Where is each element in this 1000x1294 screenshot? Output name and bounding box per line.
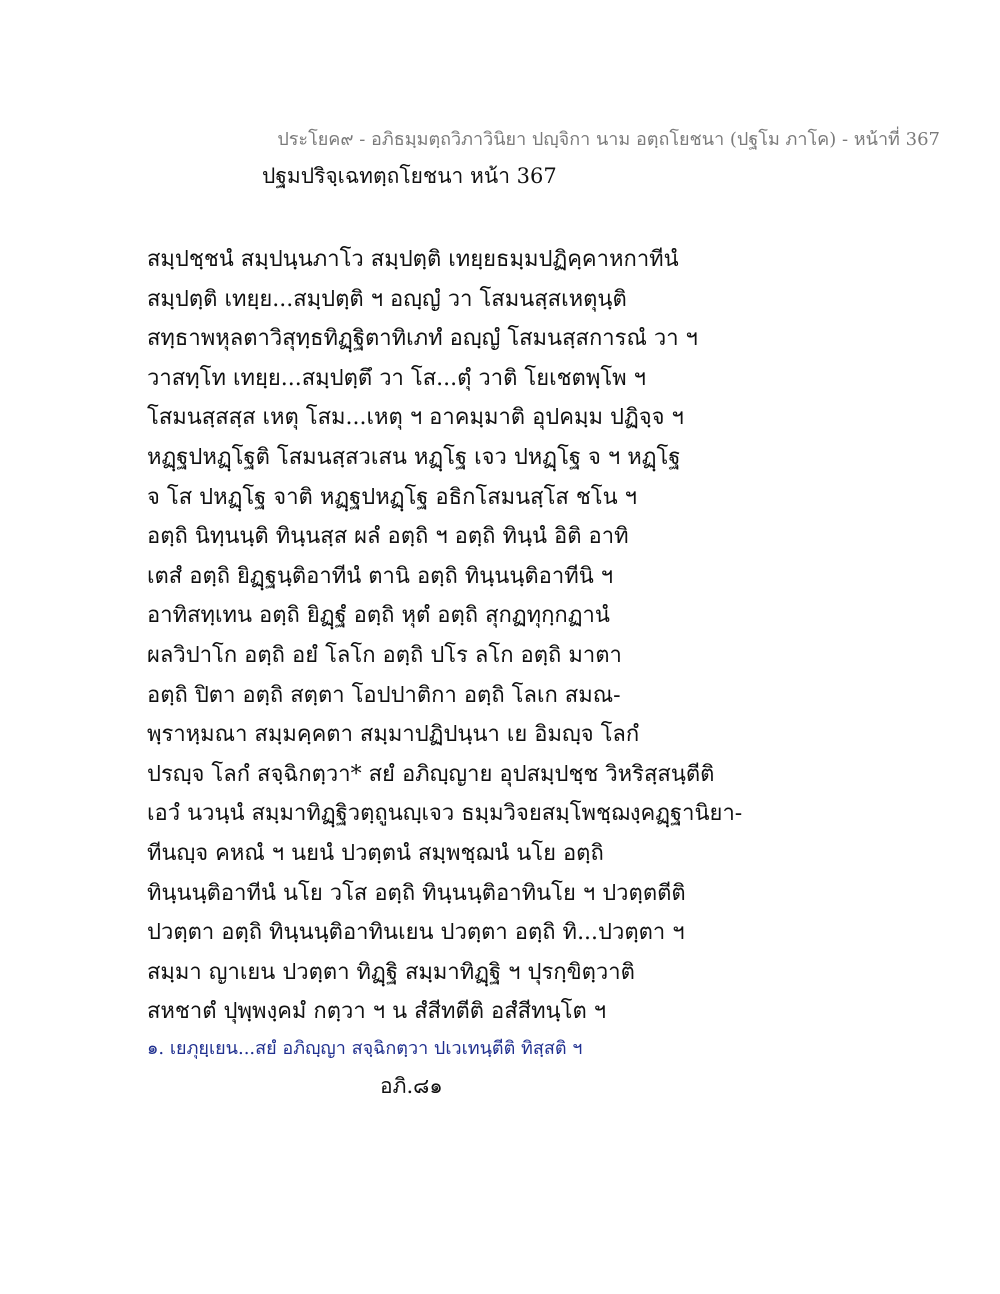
text-line: ทีนญฺจ คหณํ ฯ นยนํ ปวตฺตนํ สมฺพชฺฌนํ นโย อตฺถิ	[147, 840, 604, 866]
text-line: เอวํ นวนฺนํ สมฺมาทิฏฺฐิวตฺถูนญฺเจว ธมฺมวิจยสมฺโพชฺฌงฺคฏฺฐานิยา-	[147, 801, 743, 827]
text-line: เตสํ อตฺถิ ยิฏฺฐนฺติอาทีนํ ตานิ อตฺถิ ทินฺนนฺติอาทีนิ ฯ	[147, 563, 614, 589]
text-line: สมฺมา ญาเยน ปวตฺตา ทิฏฺฐิ สมฺมาทิฏฺฐิ ฯ ปุรกฺขิตฺวาติ	[147, 959, 635, 985]
text-line: อตฺถิ ปิตา อตฺถิ สตฺตา โอปปาติกา อตฺถิ โลเก สมณ-	[147, 682, 621, 708]
text-line: หฏฺฐปหฏฺโฐติ โสมนสฺสวเสน หฏฺโฐ เจว ปหฏฺโฐ จ ฯ หฏฺโฐ	[147, 444, 681, 470]
text-line: สหชาตํ ปุพฺพงฺคมํ กตฺวา ฯ น สํสีทตีติ อสํสีทนฺโต ฯ	[147, 999, 607, 1025]
text-line: สมฺปตฺติ เทยฺย...สมฺปตฺติ ฯ อญฺญํ วา โสมนสฺสเหตุนฺติ	[147, 286, 627, 312]
text-line: โสมนสฺสสฺส เหตุ โสม...เหตุ ฯ อาคมฺมาติ อุปคมฺม ปฏิจฺจ ฯ	[147, 405, 684, 431]
page-subtitle: ปฐมปริจฺเฉทตฺถโยชนา หน้า 367	[262, 164, 557, 188]
text-line: อาทิสทฺเทน อตฺถิ ยิฏฺฐํ อตฺถิ หุตํ อตฺถิ สุกฏทุกฺกฏานํ	[147, 603, 610, 629]
running-header: ประโยค๙ - อภิธมฺมตฺถวิภาวินิยา ปญฺจิกา นาม อตฺถโยชนา (ปฐโม ภาโค) - หน้าที่ 367	[277, 129, 940, 150]
text-line: พฺราหฺมณา สมฺมคฺคตา สมฺมาปฏิปนฺนา เย อิมญฺจ โลกํ	[147, 722, 640, 748]
text-line: ผลวิปาโก อตฺถิ อยํ โลโก อตฺถิ ปโร ลโก อตฺถิ มาตา	[147, 642, 622, 668]
text-line: สมฺปชฺชนํ สมฺปนฺนภาโว สมฺปตฺติ เทยฺยธมฺมปฏิคฺคาหกาทีนํ	[147, 247, 679, 272]
text-line: ปรญฺจ โลกํ สจฺฉิกตฺวา* สยํ อภิญฺญาย อุปสมฺปชฺช วิหริสฺสนฺตีติ	[147, 761, 715, 787]
page-reference: อภิ.๘๑	[380, 1074, 443, 1098]
body-text	[147, 240, 947, 1032]
text-line: ทินฺนนฺติอาทีนํ นโย วโส อตฺถิ ทินฺนนฺติอาทินโย ฯ ปวตฺตตีติ	[147, 880, 686, 906]
text-line: จ โส ปหฏฺโฐ จาติ หฏฺฐปหฏฺโฐ อธิกโสมนสฺโส ชโน ฯ	[147, 484, 637, 510]
text-line: อตฺถิ นิทฺนนฺติ ทินฺนสฺส ผลํ อตฺถิ ฯ อตฺถิ ทินฺนํ อิติ อาทิ	[147, 524, 629, 550]
text-line: ปวตฺตา อตฺถิ ทินฺนนฺติอาทินเยน ปวตฺตา อตฺถิ ทิ...ปวตฺตา ฯ	[147, 920, 685, 946]
text-line: สทฺธาพหุลตาวิสุทฺธทิฏฺฐิตาทิเภทํ อญฺญํ โสมนสฺสการณํ วา ฯ	[147, 326, 698, 352]
footnote: ๑. เยภุยฺเยน...สยํ อภิญฺญา สจฺฉิกตฺวา ปเวเทนฺตีติ ทิสฺสติ ฯ	[147, 1038, 583, 1059]
text-line: วาสทฺโท เทยฺย...สมฺปตฺตึ วา โส...ตุํ วาติ โยเชตพฺโพ ฯ	[147, 365, 646, 391]
